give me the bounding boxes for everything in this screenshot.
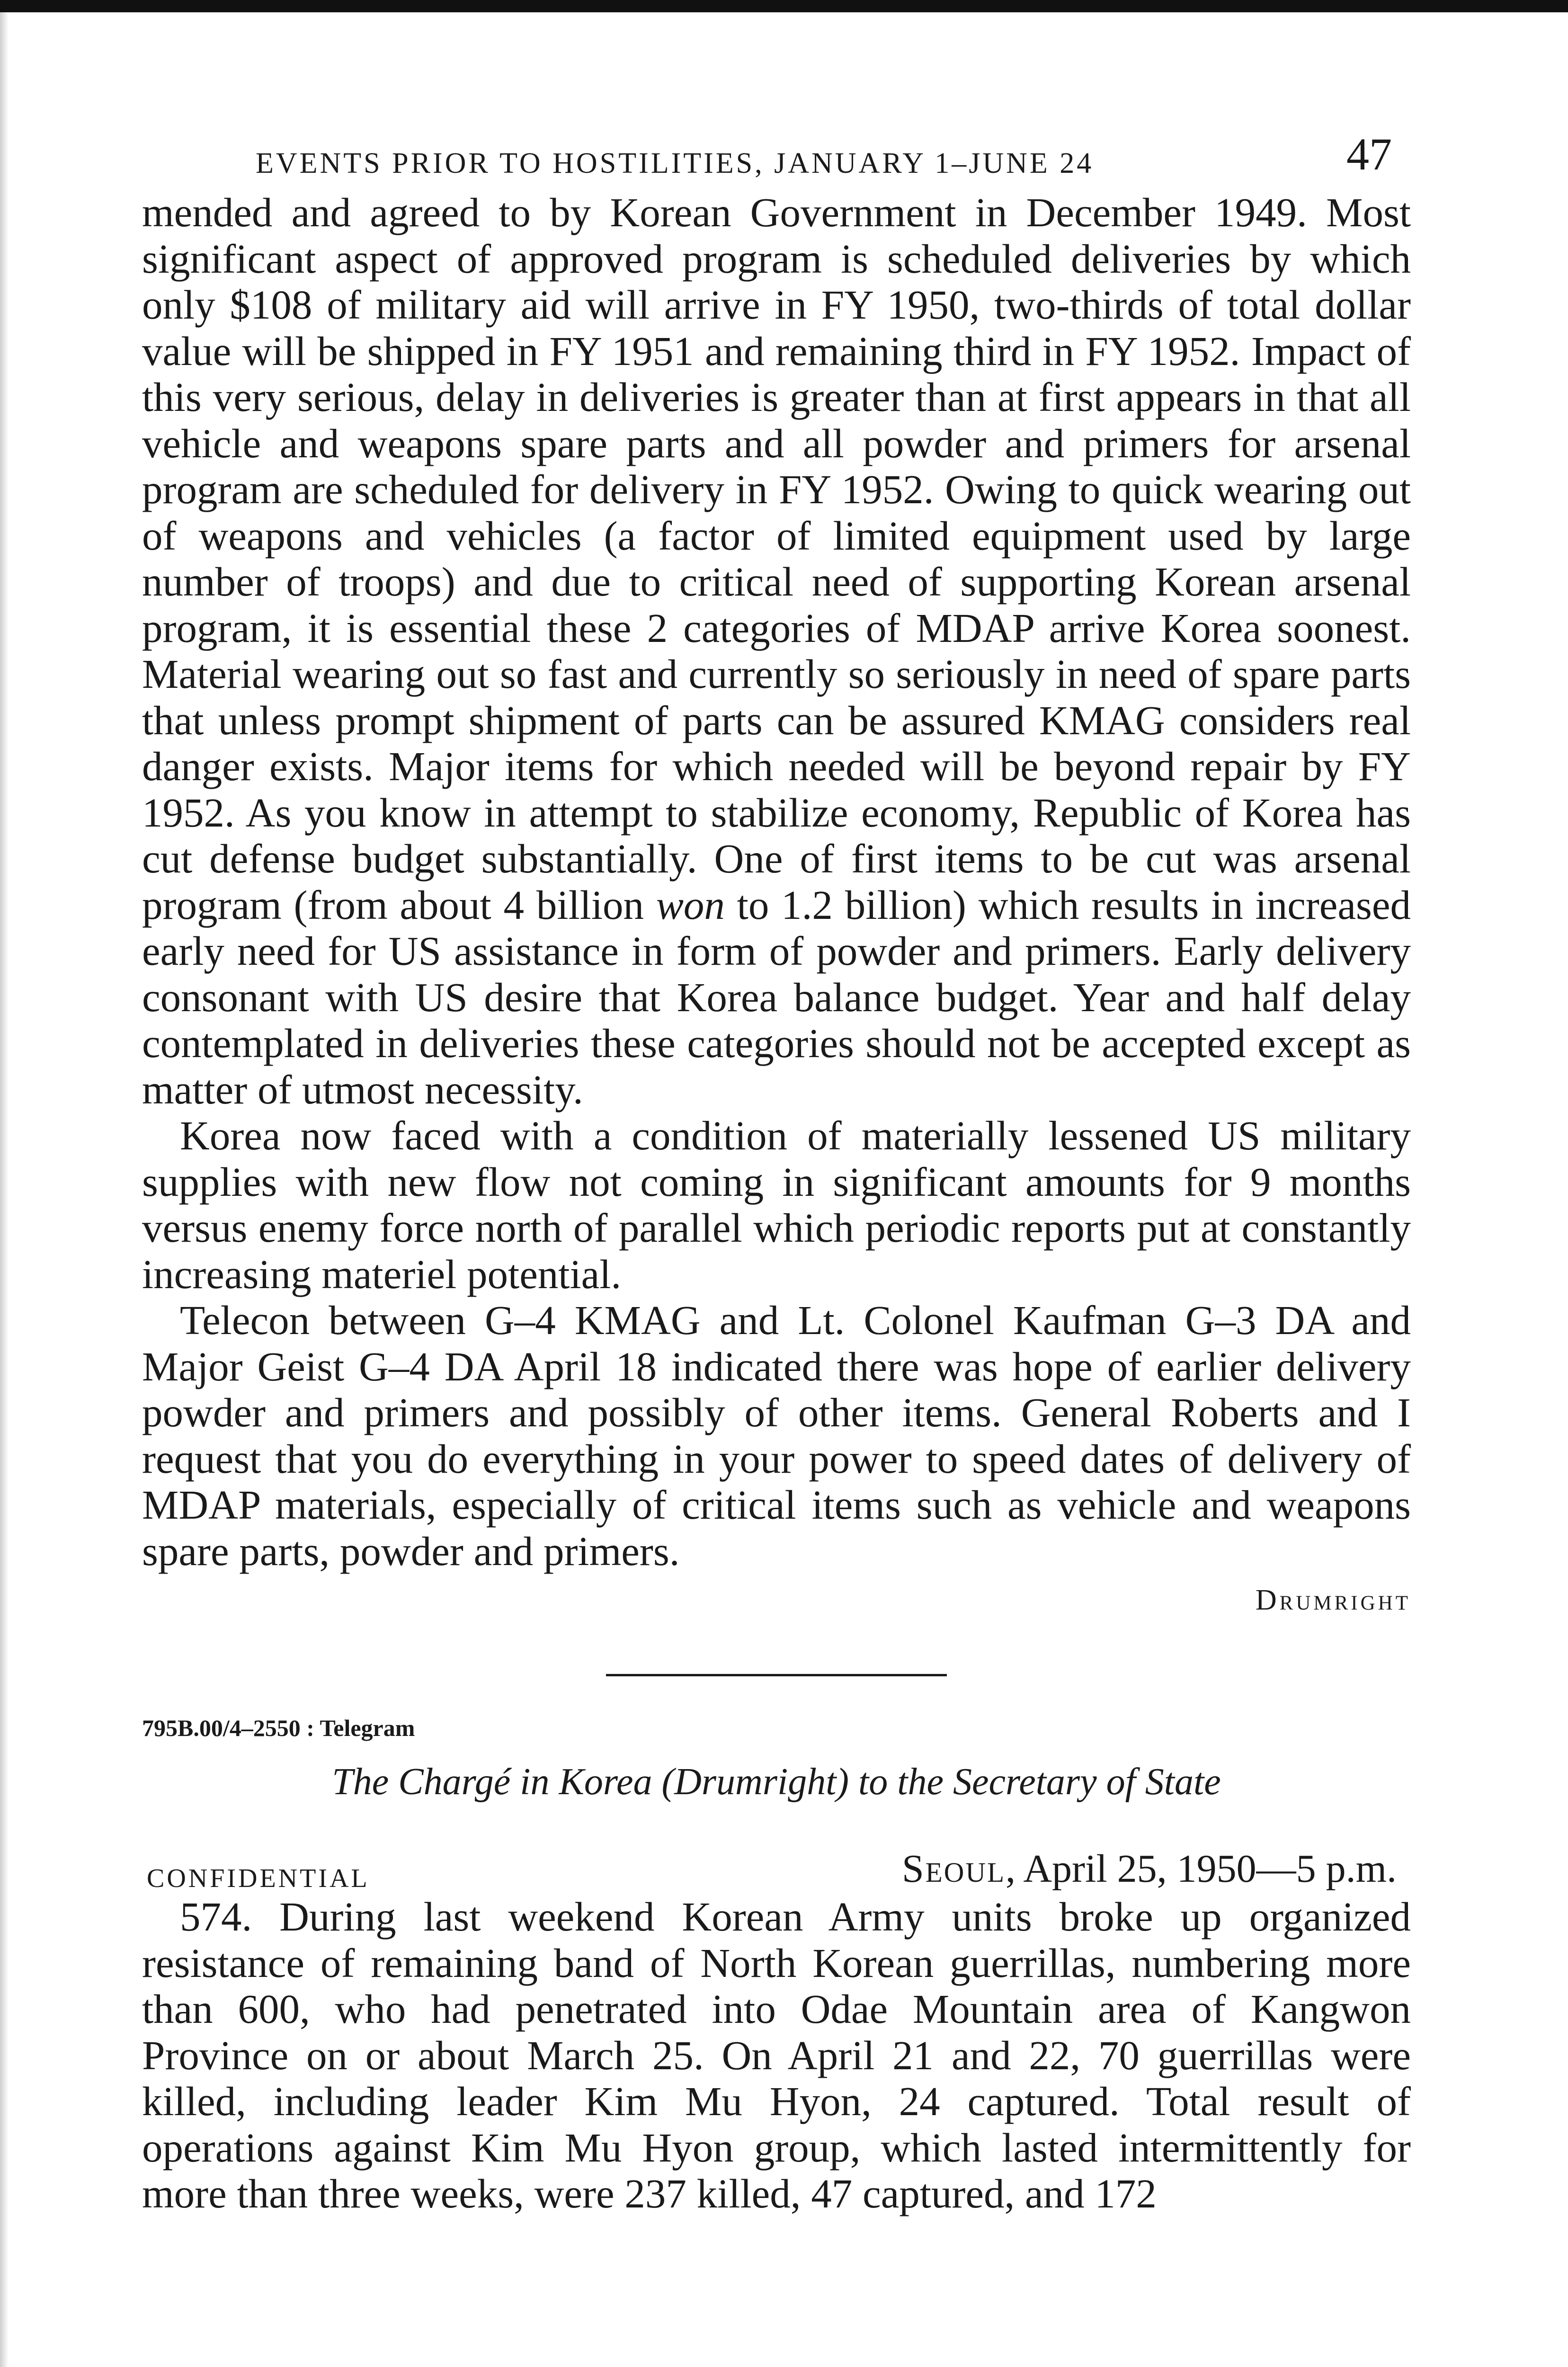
dateline [902,1846,1397,1892]
paragraph-text: mended and agreed to by Korean Government in December 1949. Most significant aspect of approved program is scheduled deliveries by which only $108 of military aid will arrive in FY 1950, two-thirds of total dollar value will be shipped in FY 1951 and remaining third in FY 1952. Impact of this very serious, delay in deliveries is greater than at first appears in that all vehicle and weapons spare parts and all powder and primers for arsenal program are scheduled for delivery in FY 1952. Owing to quick wearing out of weapons and vehicles (a factor of limited equipment used by large number of troops) and due to critical need of supporting Korean arsenal program, it is essential these 2 categories of MDAP arrive Korea soonest. Material wearing out so fast and currently so seriously in need of spare parts that unless prompt shipment of parts can be assured KMAG considers real danger exists. Major items for which needed will be beyond repair by FY 1952. As you know in attempt to stabilize economy, Republic of Korea has cut defense budget substantially. One of first items to be cut was arsenal program (from about 4 billion [142,189,1411,928]
telegram-body [142,1894,1411,2217]
paragraph: 574. During last weekend Korean Army units broke up organized resistance of remaining band of North Korean guerrillas, numbering more than 600, who had penetrated into Odae Mountain area of Kangwon Province on or about March 25. On April 21 and 22, 70 guerrillas were killed, including leader Kim Mu Hyon, 24 captured. Total result of operations against Kim Mu Hyon group, which lasted intermittently for more than three weeks, were 237 killed, 47 captured, and 172 [142,1894,1411,2216]
signature: Drumright [1255,1584,1411,1616]
scan-top-border [0,0,1568,12]
italic-word-won: won [656,881,725,928]
dateline-place: Seoul [901,1847,1006,1891]
page-number: 47 [1346,129,1392,179]
paragraph-continuation [142,189,1411,1112]
paragraph-text: to 1.2 billion) which results in increased early need for US assistance in form of powder and primers. Early delivery consonant with US desire that Korea balance budget. Year and half delay contemplated in deliveries these categories should not be accepted except as matter of utmost necessity. [142,881,1411,1112]
continued-telegram-body [142,189,1411,1617]
paragraph: Telecon between G–4 KMAG and Lt. Colonel Kaufman G–3 DA and Major Geist G–4 DA April 18 indicated there was hope of earlier delivery powder and primers and possibly of other items. General Roberts and I request that you do everything in your power to speed dates of delivery of MDAP materials, especially of critical items such as vehicle and weapons spare parts, powder and primers. [142,1297,1411,1574]
paragraph: Korea now faced with a condition of materially lessened US military supplies with new flow not coming in significant amounts for 9 months versus enemy force north of parallel which periodic reports put at constantly increasing materiel potential. [142,1112,1411,1297]
running-head [142,128,1411,189]
page [142,128,1411,2217]
document-header-line [142,1837,1411,1894]
dateline-date: , April 25, 1950—5 p.m. [1005,1847,1397,1891]
running-head-title: EVENTS PRIOR TO HOSTILITIES, JANUARY 1–JUNE 24 [256,147,1094,179]
scan-left-edge [0,12,9,2367]
document-heading: The Chargé in Korea (Drumright) to the Secretary of State [332,1761,1221,1803]
file-reference: 795B.00/4–2550 : Telegram [142,1715,415,1741]
classification-label: CONFIDENTIAL [147,1864,370,1893]
section-divider [606,1674,947,1676]
